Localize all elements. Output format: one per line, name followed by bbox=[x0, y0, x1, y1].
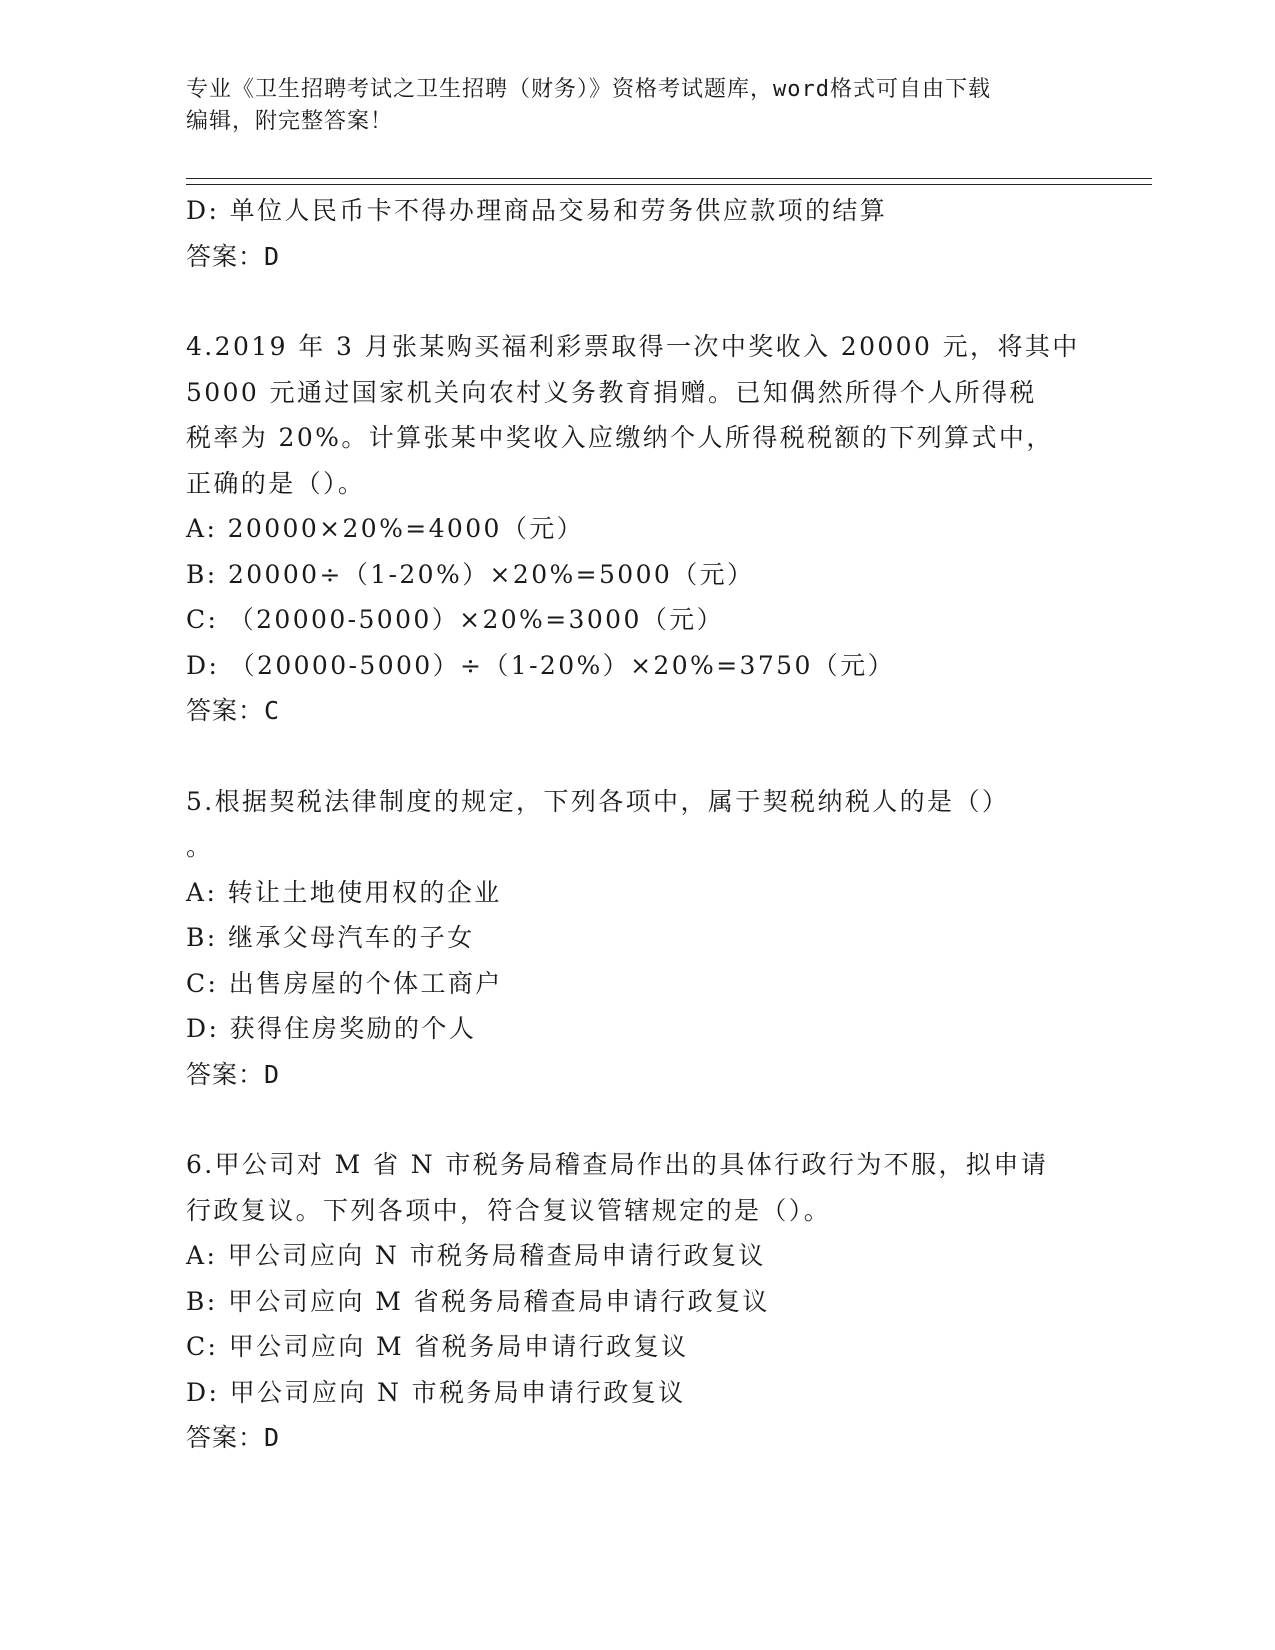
question-3-tail bbox=[186, 188, 1086, 279]
document-header bbox=[186, 74, 1066, 138]
question-4-stem-line: 正确的是（）。 bbox=[186, 468, 366, 498]
question-5-answer: 答案：D bbox=[186, 1059, 281, 1089]
question-5 bbox=[186, 779, 1086, 1098]
question-6 bbox=[186, 1142, 1086, 1461]
question-6-option-d: D: 甲公司应向 N 市税务局申请行政复议 bbox=[186, 1377, 686, 1407]
header-line-2: 编辑，附完整答案！ bbox=[186, 109, 394, 134]
question-4-stem-line: 5000 元通过国家机关向农村义务教育捐赠。已知偶然所得个人所得税 bbox=[186, 377, 1037, 407]
header-line-1: 专业《卫生招聘考试之卫生招聘（财务）》资格考试题库，word格式可自由下载 bbox=[186, 77, 991, 102]
question-4-answer: 答案：C bbox=[186, 696, 281, 725]
question-3-option-d: D: 单位人民币卡不得办理商品交易和劳务供应款项的结算 bbox=[186, 196, 888, 225]
question-4-option-c: C: （20000-5000）×20%=3000（元） bbox=[186, 605, 724, 634]
question-4-stem-line: 4.2019 年 3 月张某购买福利彩票取得一次中奖收入 20000 元，将其中 bbox=[186, 332, 1080, 361]
question-4-option-b: B: 20000÷（1-20%）×20%=5000（元） bbox=[186, 559, 755, 589]
question-5-option-c: C: 出售房屋的个体工商户 bbox=[186, 968, 503, 998]
question-6-option-a: A: 甲公司应向 N 市税务局稽查局申请行政复议 bbox=[186, 1241, 766, 1270]
question-5-stem-line: 5.根据契税法律制度的规定，下列各项中，属于契税纳税人的是（） bbox=[186, 786, 1010, 816]
question-4-option-a: A: 20000×20%=4000（元） bbox=[186, 514, 585, 543]
question-4-stem-line: 税率为 20%。计算张某中奖收入应缴纳个人所得税税额的下列算式中， bbox=[186, 423, 1054, 452]
question-5-option-d: D: 获得住房奖励的个人 bbox=[186, 1014, 477, 1043]
document-body bbox=[186, 188, 1086, 1461]
question-5-option-b: B: 继承父母汽车的子女 bbox=[186, 923, 475, 952]
question-6-option-b: B: 甲公司应向 M 省税务局稽查局申请行政复议 bbox=[186, 1286, 770, 1316]
question-5-option-a: A: 转让土地使用权的企业 bbox=[186, 877, 502, 907]
question-3-answer: 答案：D bbox=[186, 241, 281, 271]
question-6-option-c: C: 甲公司应向 M 省税务局申请行政复议 bbox=[186, 1332, 689, 1361]
header-divider bbox=[186, 178, 1152, 185]
question-6-stem-line: 6.甲公司对 M 省 N 市税务局稽查局作出的具体行政行为不服，拟申请 bbox=[186, 1150, 1049, 1179]
question-6-stem-line: 行政复议。下列各项中，符合复议管辖规定的是（）。 bbox=[186, 1195, 832, 1225]
question-6-answer: 答案：D bbox=[186, 1423, 281, 1452]
question-4-option-d: D: （20000-5000）÷（1-20%）×20%=3750（元） bbox=[186, 650, 895, 680]
question-5-stem-line: 。 bbox=[186, 832, 214, 861]
question-4 bbox=[186, 324, 1086, 734]
